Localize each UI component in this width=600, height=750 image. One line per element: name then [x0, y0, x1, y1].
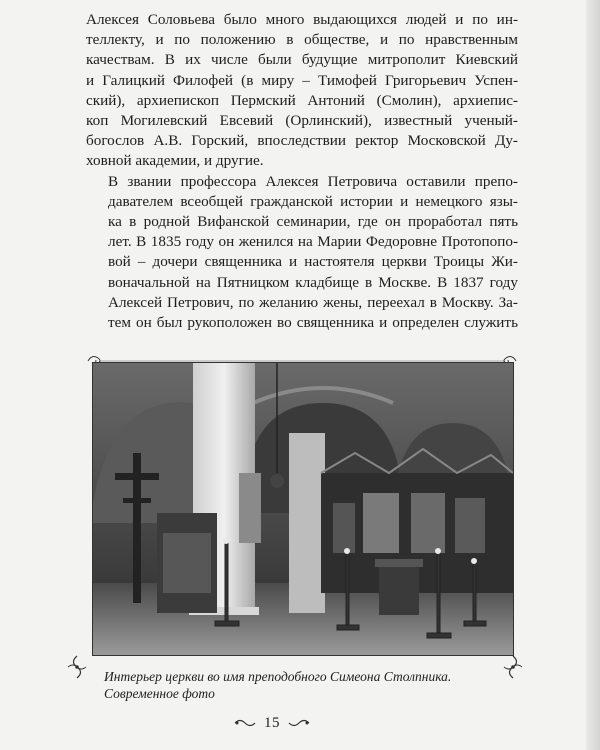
- caption-line-2: Современное фото: [104, 686, 215, 701]
- page-number: 15: [264, 714, 280, 731]
- photo-illustration: [93, 363, 513, 655]
- text-line: вой – дочери священника и настоятеля церкви Троицы Жи-: [108, 253, 518, 271]
- text-line: Алексея Соловьева было много выдающихся людей и по ин-: [86, 11, 518, 28]
- page-number-row: [222, 712, 322, 734]
- text-line: качествам. В их числе были будущие митрополит Киевский: [86, 51, 518, 69]
- text-line: лет. В 1835 году он женился на Марии Федоровне Протопопо-: [108, 233, 518, 251]
- text-line: давателем всеобщей гражданской истории и немецкого язы-: [108, 192, 518, 210]
- body-text: [86, 10, 518, 333]
- page-edge-shadow: [586, 0, 600, 750]
- paragraph-1: [86, 10, 518, 172]
- text-line: ский), архиепископ Пермский Антоний (Смолин), архиепис-: [86, 91, 518, 109]
- page-number-flourish-left: [234, 717, 256, 729]
- left-ornament: [64, 654, 90, 680]
- text-line: ховной академии, и другие.: [86, 152, 264, 170]
- church-interior-photo: [92, 362, 514, 656]
- text-line: Алексей Петрович, по желанию жены, переехал в Москву. За-: [108, 293, 518, 311]
- caption-line-1: Интерьер церкви во имя преподобного Симеона Столпника.: [104, 669, 452, 684]
- text-line: воначальной на Пятницком кладбище в Москве. В 1837 году: [108, 273, 518, 291]
- text-line: и Галицкий Филофей (в миру – Тимофей Григорьевич Успен-: [86, 71, 518, 89]
- text-line: коп Могилевский Евсевий (Орлинский), известный ученый-: [86, 112, 518, 130]
- text-line: теллекту, и по положению в обществе, и по нравственным: [86, 31, 518, 49]
- text-line: В звании профессора Алексея Петровича оставили препо-: [108, 172, 518, 190]
- text-line: тем он был рукоположен во священника и определен служить: [108, 314, 518, 332]
- text-line: ка в родной Вифанской семинарии, где он проработал пять: [108, 213, 518, 231]
- paragraph-2: [86, 172, 518, 334]
- photo-caption: [104, 668, 504, 702]
- page-number-flourish-right: [288, 717, 310, 729]
- text-line: богослов А.В. Горский, впоследствии ректор Московской Ду-: [86, 132, 518, 150]
